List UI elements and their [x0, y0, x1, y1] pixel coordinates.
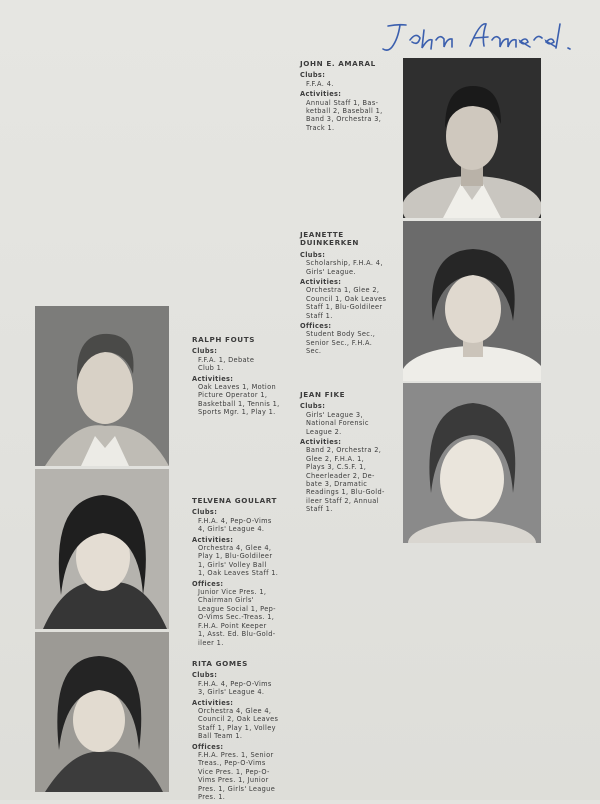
- text-line: Scholarship, F.H.A. 4,: [306, 259, 383, 268]
- text-line: Junior Vice Pres. 1,: [198, 588, 267, 597]
- portrait-photo-fike: [403, 383, 541, 543]
- text-line: ileer Staff 2, Annual: [306, 496, 379, 505]
- text-line: Pres. 1.: [198, 793, 226, 802]
- clubs-heading: Clubs:: [192, 347, 218, 356]
- text-line: Orchestra 4, Glee 4,: [198, 707, 272, 716]
- text-line: ileer 1.: [198, 638, 224, 647]
- clubs-heading: Clubs:: [192, 671, 218, 680]
- offices-heading: Offices:: [300, 322, 332, 331]
- bio-duinkerken: [300, 231, 396, 358]
- text-line: Council 2, Oak Leaves: [198, 715, 279, 724]
- portrait-photo-gomes: [35, 632, 169, 792]
- text-line: Plays 3, C.S.F. 1,: [306, 463, 367, 472]
- text-line: F.H.A. Point Keeper: [198, 621, 267, 630]
- text-line: Vice Pres. 1, Pep-O-: [198, 767, 270, 776]
- text-line: Club 1.: [198, 364, 224, 373]
- text-line: Sports Mgr. 1, Play 1.: [198, 408, 276, 417]
- offices-heading: Offices:: [192, 579, 224, 588]
- text-line: Vims Pres. 1, Junior: [198, 776, 269, 785]
- text-line: Glee 2, F.H.A. 1,: [306, 454, 365, 463]
- text-line: Staff 1.: [306, 505, 333, 514]
- text-line: Ball Team 1.: [198, 732, 243, 741]
- text-line: F.F.A. 4.: [306, 79, 334, 88]
- portrait-photo-goulart: [35, 469, 169, 629]
- text-line: Girls' League.: [306, 267, 356, 276]
- text-line: ketball 2, Baseball 1,: [306, 107, 383, 116]
- text-line: Readings 1, Blu-Gold-: [306, 488, 385, 497]
- text-line: Band 3, Orchestra 3,: [306, 115, 382, 124]
- text-line: F.H.A. 4, Pep-O-Vims: [198, 516, 272, 525]
- text-line: League 2.: [306, 427, 342, 436]
- clubs-heading: Clubs:: [300, 402, 326, 411]
- text-line: Treas., Pep-O-Vims: [198, 759, 266, 768]
- student-name: JEAN FIKE: [300, 390, 346, 399]
- activities-heading: Activities:: [300, 438, 342, 447]
- text-line: F.H.A. Pres. 1, Senior: [198, 751, 274, 760]
- text-line: Council 1, Oak Leaves: [306, 294, 387, 303]
- text-line: Pres. 1, Girls' League: [198, 784, 276, 793]
- text-line: Track 1.: [306, 123, 335, 132]
- text-line: F.H.A. 4, Pep-O-Vims: [198, 679, 272, 688]
- text-line: Staff 1.: [306, 311, 333, 320]
- student-name: RITA GOMES: [192, 659, 248, 668]
- text-line: Band 2, Orchestra 2,: [306, 446, 382, 455]
- clubs-heading: Clubs:: [192, 508, 218, 517]
- text-line: Chairman Girls': [198, 596, 254, 605]
- activities-heading: Activities:: [192, 698, 234, 707]
- text-line: Staff 1, Play 1, Volley: [198, 723, 276, 732]
- text-line: League Social 1, Pep-: [198, 604, 276, 613]
- bio-goulart: [192, 497, 288, 649]
- text-line: Senior Sec., F.H.A.: [306, 338, 373, 347]
- offices-heading: Offices:: [192, 742, 224, 751]
- text-line: Student Body Sec.,: [306, 330, 376, 339]
- text-line: Play 1, Blu-Goldileer: [198, 552, 273, 561]
- portrait-photo-amaral: [403, 58, 541, 218]
- text-line: Girls' League 3,: [306, 410, 363, 419]
- activities-heading: Activities:: [192, 535, 234, 544]
- activities-heading: Activities:: [192, 374, 234, 383]
- bio-fouts: [192, 336, 288, 419]
- text-line: Orchestra 1, Glee 2,: [306, 286, 380, 295]
- text-line: F.F.A. 1, Debate: [198, 355, 255, 364]
- text-line: National Forensic: [306, 419, 369, 428]
- text-line: bate 3, Dramatic: [306, 480, 368, 489]
- text-line: Cheerleader 2, De-: [306, 471, 375, 480]
- text-line: 1, Oak Leaves Staff 1.: [198, 569, 279, 578]
- text-line: Staff 1, Blu-Goldileer: [306, 303, 383, 312]
- bio-fike: [300, 391, 396, 516]
- portrait-photo-duinkerken: [403, 221, 541, 381]
- text-line: Orchestra 4, Glee 4,: [198, 544, 272, 553]
- text-line: Basketball 1, Tennis 1,: [198, 399, 280, 408]
- text-line: Annual Staff 1, Bas-: [306, 98, 379, 107]
- bio-amaral: [300, 60, 396, 134]
- text-line: 4, Girls' League 4.: [198, 525, 265, 534]
- bio-gomes: [192, 660, 288, 804]
- text-line: Picture Operator 1,: [198, 391, 268, 400]
- activities-heading: Activities:: [300, 278, 342, 287]
- text-line: 1, Asst. Ed. Blu-Gold-: [198, 630, 276, 639]
- student-name: JEANETTE DUINKERKEN: [300, 230, 360, 248]
- clubs-heading: Clubs:: [300, 250, 326, 259]
- portrait-photo-fouts: [35, 306, 169, 466]
- activities-heading: Activities:: [300, 90, 342, 99]
- student-name: JOHN E. AMARAL: [300, 59, 376, 68]
- text-line: O-Vims Sec.-Treas. 1,: [198, 613, 275, 622]
- text-line: 3, Girls' League 4.: [198, 688, 265, 697]
- clubs-heading: Clubs:: [300, 71, 326, 80]
- student-name: RALPH FOUTS: [192, 335, 255, 344]
- student-name: TELVENA GOULART: [192, 496, 278, 505]
- text-line: Oak Leaves 1, Motion: [198, 383, 277, 392]
- text-line: 1, Girls' Volley Ball: [198, 560, 267, 569]
- text-line: Sec.: [306, 347, 322, 356]
- handwritten-signature: [378, 16, 588, 58]
